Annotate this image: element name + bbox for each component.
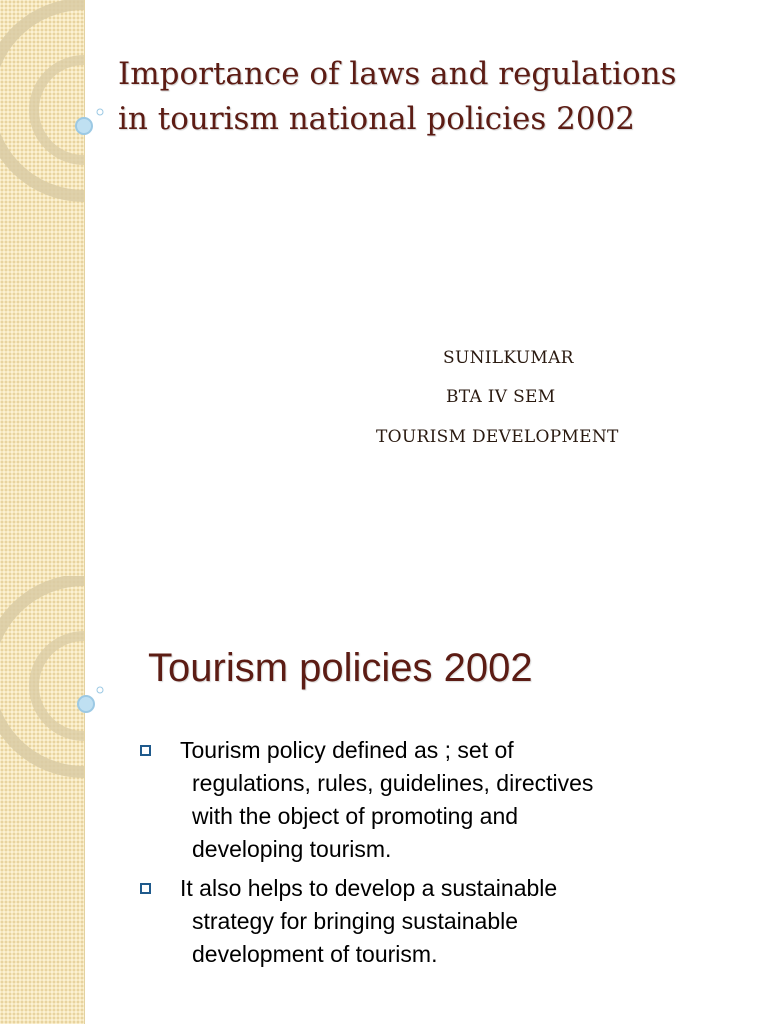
bullet-list <box>140 734 720 977</box>
bullet-line: developing tourism. <box>192 836 392 862</box>
author-name: SUNILKUMAR <box>443 348 574 368</box>
title-line: in tourism national policies 2002 <box>118 101 636 137</box>
list-item <box>140 872 720 971</box>
title-line: Importance of laws and regulations <box>118 56 677 92</box>
list-item <box>140 734 720 866</box>
slide-heading: Tourism policies 2002 <box>148 646 533 690</box>
bullet-square-icon <box>140 745 151 756</box>
bullet-line: with the object of promoting and <box>192 803 519 829</box>
ring-decoration-icon <box>0 576 140 796</box>
bullet-square-icon <box>140 883 151 894</box>
bullet-line: regulations, rules, guidelines, directives <box>192 770 594 796</box>
author-subject: TOURISM DEVELOPMENT <box>376 427 619 447</box>
content-slide <box>0 576 768 1024</box>
bullet-line: development of tourism. <box>192 941 438 967</box>
bullet-line: Tourism policy defined as ; set of <box>180 737 514 763</box>
bullet-line: strategy for bringing sustainable <box>192 908 519 934</box>
slide-title <box>118 52 748 142</box>
author-course: BTA IV SEM <box>446 387 556 407</box>
bullet-line: It also helps to develop a sustainable <box>180 875 558 901</box>
